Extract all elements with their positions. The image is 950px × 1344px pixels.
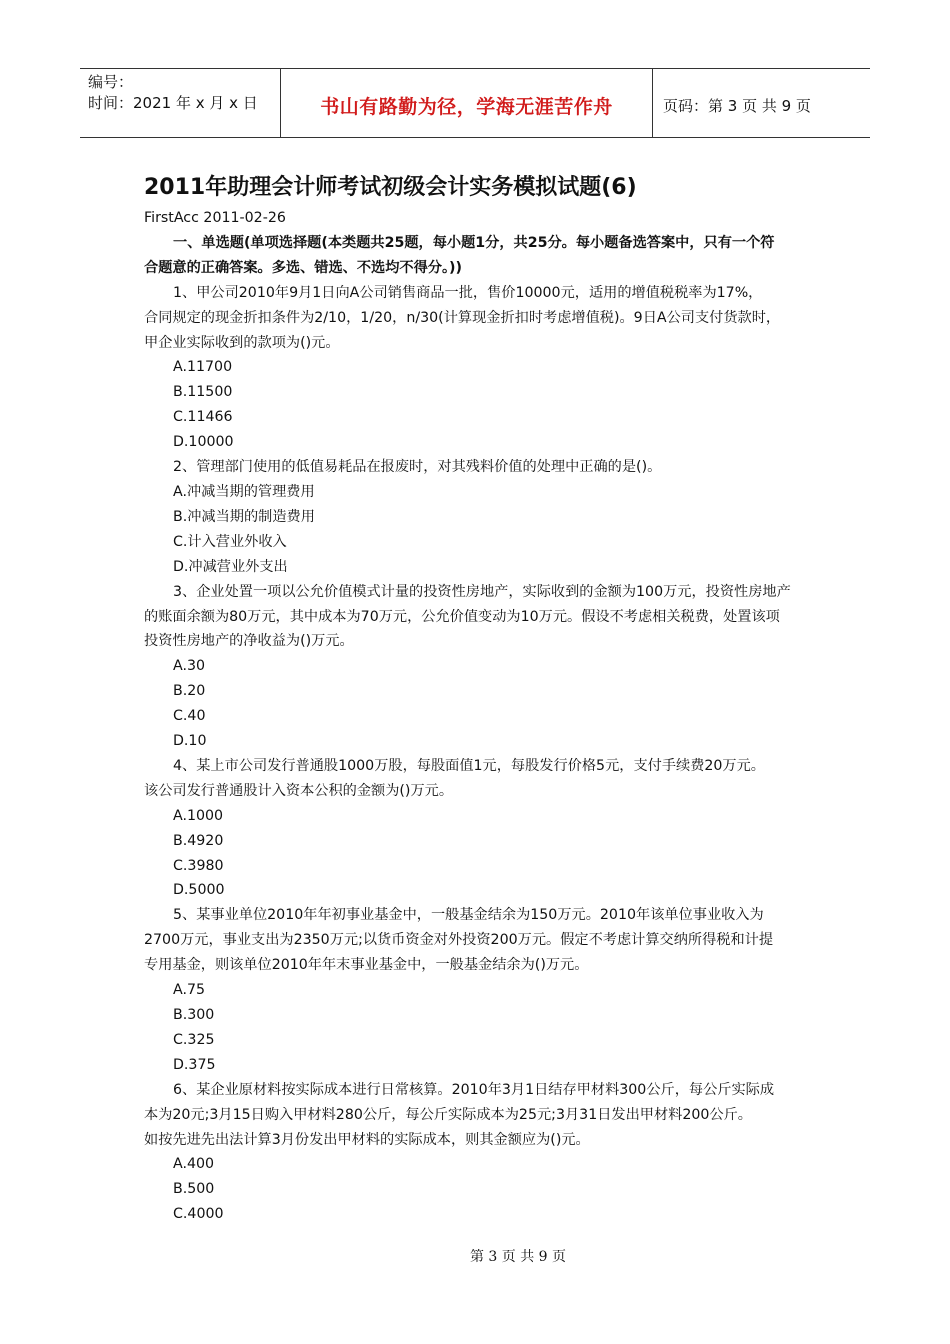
question-stem-line: 合同规定的现金折扣条件为2/10，1/20，n/30(计算现金折扣时考虑增值税)。9日A公司支付货款时， — [144, 309, 781, 326]
answer-option: D.375 — [173, 1056, 216, 1073]
page-footer: 第 3 页 共 9 页 — [469, 1249, 567, 1265]
section-heading-line: 合题意的正确答案。多选、错选、不选均不得分。)) — [144, 259, 462, 276]
answer-option: D.5000 — [173, 882, 225, 899]
answer-option: D.10 — [173, 733, 207, 750]
question-stem-line: 2700万元，事业支出为2350万元;以货币资金对外投资200万元。假定不考虑计算交纳所得税和计提 — [144, 932, 774, 949]
question-stem-line: 的账面余额为80万元，其中成本为70万元，公允价值变动为10万元。假设不考虑相关税费，处置该项 — [144, 608, 780, 625]
answer-option: B.300 — [173, 1007, 215, 1023]
answer-option: C.40 — [173, 708, 206, 725]
answer-option: B.500 — [173, 1181, 215, 1198]
question-stem-line: 1、甲公司2010年9月1日向A公司销售商品一批，售价10000元，适用的增值税税率为17%， — [173, 284, 763, 301]
answer-option: D.10000 — [173, 434, 234, 451]
question-stem-line: 5、某事业单位2010年年初事业基金中，一般基金结余为150万元。2010年该单位事业收入为 — [173, 907, 764, 924]
document-body — [144, 206, 810, 1227]
answer-option: C.325 — [173, 1031, 215, 1048]
header-motto-cell — [280, 69, 653, 137]
question-stem-line: 6、某企业原材料按实际成本进行日常核算。2010年3月1日结存甲材料300公斤，每公斤实际成 — [173, 1081, 775, 1098]
question-stem-line: 3、企业处置一项以公允价值模式计量的投资性房地产，实际收到的金额为100万元，投资性房地产 — [173, 583, 791, 600]
answer-option: C.4000 — [173, 1206, 224, 1223]
answer-option: A.400 — [173, 1156, 215, 1173]
question-stem-line: 甲企业实际收到的款项为()元。 — [144, 334, 340, 351]
answer-option: A.11700 — [173, 359, 233, 376]
question-stem-line: 4、某上市公司发行普通股1000万股，每股面值1元，每股发行价格5元，支付手续费20万元。 — [173, 757, 765, 774]
header-meta — [80, 69, 280, 137]
question-stem-line: 本为20元;3月15日购入甲材料280公斤，每公斤实际成本为25元;3月31日发出甲材料200公斤。 — [144, 1106, 752, 1123]
answer-option: C.计入营业外收入 — [173, 533, 287, 550]
answer-option: C.3980 — [173, 857, 224, 874]
answer-option: A.30 — [173, 658, 206, 675]
source-line: FirstAcc 2011-02-26 — [144, 210, 286, 226]
answer-option: B.20 — [173, 683, 206, 700]
answer-option: B.4920 — [173, 832, 224, 849]
doc-time-label: 时间：2021 年 x 月 x 日 — [88, 94, 258, 112]
page-indicator: 页码：第 3 页 共 9 页 — [663, 96, 811, 115]
answer-option: A.1000 — [173, 807, 224, 824]
answer-option: A.75 — [173, 982, 206, 999]
answer-option: B.冲减当期的制造费用 — [173, 508, 315, 525]
question-stem-line: 投资性房地产的净收益为()万元。 — [144, 633, 354, 650]
doc-number-label: 编号： — [88, 73, 134, 91]
answer-option: A.冲减当期的管理费用 — [173, 483, 315, 500]
page-header — [80, 68, 870, 138]
section-heading-line: 一、单选题(单项选择题(本类题共25题，每小题1分，共25分。每小题备选答案中，只有一个符 — [173, 234, 775, 251]
answer-option: D.冲减营业外支出 — [173, 558, 288, 575]
header-page-cell — [653, 69, 870, 137]
question-stem-line: 如按先进先出法计算3月份发出甲材料的实际成本，则其金额应为()元。 — [144, 1131, 590, 1148]
answer-option: C.11466 — [173, 409, 233, 426]
answer-option: B.11500 — [173, 384, 233, 401]
question-stem-line: 2、管理部门使用的低值易耗品在报废时，对其残料价值的处理中正确的是()。 — [173, 459, 662, 476]
question-stem-line: 专用基金，则该单位2010年年末事业基金中，一般基金结余为()万元。 — [144, 957, 589, 974]
question-stem-line: 该公司发行普通股计入资本公积的金额为()万元。 — [144, 782, 454, 799]
document-title: 2011年助理会计师考试初级会计实务模拟试题(6) — [144, 175, 637, 200]
motto-text: 书山有路勤为径，学海无涯苦作舟 — [320, 95, 613, 118]
